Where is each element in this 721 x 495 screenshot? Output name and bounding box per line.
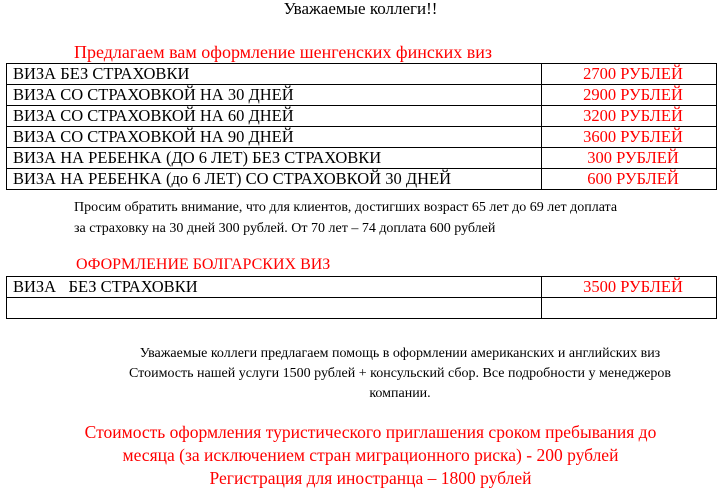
bulgarian-visa-price-table xyxy=(6,276,717,319)
table-row xyxy=(7,64,717,85)
empty-cell xyxy=(542,298,717,319)
price-cell: 300 РУБЛЕЙ xyxy=(542,148,717,169)
note-line: за страховку на 30 дней 300 рублей. От 70 лет – 74 доплата 600 рублей xyxy=(74,221,496,236)
visa-type-cell: ВИЗА БЕЗ СТРАХОВКИ xyxy=(7,277,542,298)
bulgarian-visa-title: ОФОРМЛЕНИЕ БОЛГАРСКИХ ВИЗ xyxy=(76,256,331,273)
registration-line: Регистрация для иностранца – 1800 рублей xyxy=(209,468,532,488)
age-surcharge-note xyxy=(74,197,714,239)
finnish-visa-price-table xyxy=(6,63,717,190)
table-row xyxy=(7,169,717,190)
visa-type-cell: ВИЗА БЕЗ СТРАХОВКИ xyxy=(7,64,542,85)
visa-type-cell: ВИЗА СО СТРАХОВКОЙ НА 30 ДНЕЙ xyxy=(7,85,542,106)
visa-type-cell: ВИЗА СО СТРАХОВКОЙ НА 60 ДНЕЙ xyxy=(7,106,542,127)
table-row xyxy=(7,85,717,106)
table-row xyxy=(7,148,717,169)
price-cell: 3600 РУБЛЕЙ xyxy=(542,127,717,148)
invitation-registration-info xyxy=(0,421,721,490)
greeting-heading: Уважаемые коллеги!! xyxy=(283,0,438,18)
usa-uk-visa-info xyxy=(70,344,721,404)
price-cell: 3500 РУБЛЕЙ xyxy=(542,277,717,298)
table-row xyxy=(7,277,717,298)
invitation-line: месяца (за исключением стран миграционного риска) - 200 рублей xyxy=(122,445,619,465)
invitation-line: Стоимость оформления туристического приглашения сроком пребывания до xyxy=(84,422,657,442)
visa-type-cell: ВИЗА НА РЕБЕНКА (до 6 ЛЕТ) СО СТРАХОВКОЙ 30 ДНЕЙ xyxy=(7,169,542,190)
price-cell: 600 РУБЛЕЙ xyxy=(542,169,717,190)
info-line: Уважаемые коллеги предлагаем помощь в оформлении американских и английских виз xyxy=(139,346,661,361)
price-cell: 3200 РУБЛЕЙ xyxy=(542,106,717,127)
table-row xyxy=(7,298,717,319)
visa-type-cell: ВИЗА СО СТРАХОВКОЙ НА 90 ДНЕЙ xyxy=(7,127,542,148)
price-cell: 2900 РУБЛЕЙ xyxy=(542,85,717,106)
table-row xyxy=(7,106,717,127)
finnish-visa-title: Предлагаем вам оформление шенгенских финских виз xyxy=(74,42,492,62)
empty-cell xyxy=(7,298,542,319)
info-line: компании. xyxy=(369,386,431,401)
info-line: Стоимость нашей услуги 1500 рублей + консульский сбор. Все подробности у менеджеров xyxy=(129,366,671,381)
note-line: Просим обратить внимание, что для клиентов, достигших возраст 65 лет до 69 лет доплата xyxy=(74,200,618,215)
visa-type-cell: ВИЗА НА РЕБЕНКА (ДО 6 ЛЕТ) БЕЗ СТРАХОВКИ xyxy=(7,148,542,169)
price-cell: 2700 РУБЛЕЙ xyxy=(542,64,717,85)
table-row xyxy=(7,127,717,148)
